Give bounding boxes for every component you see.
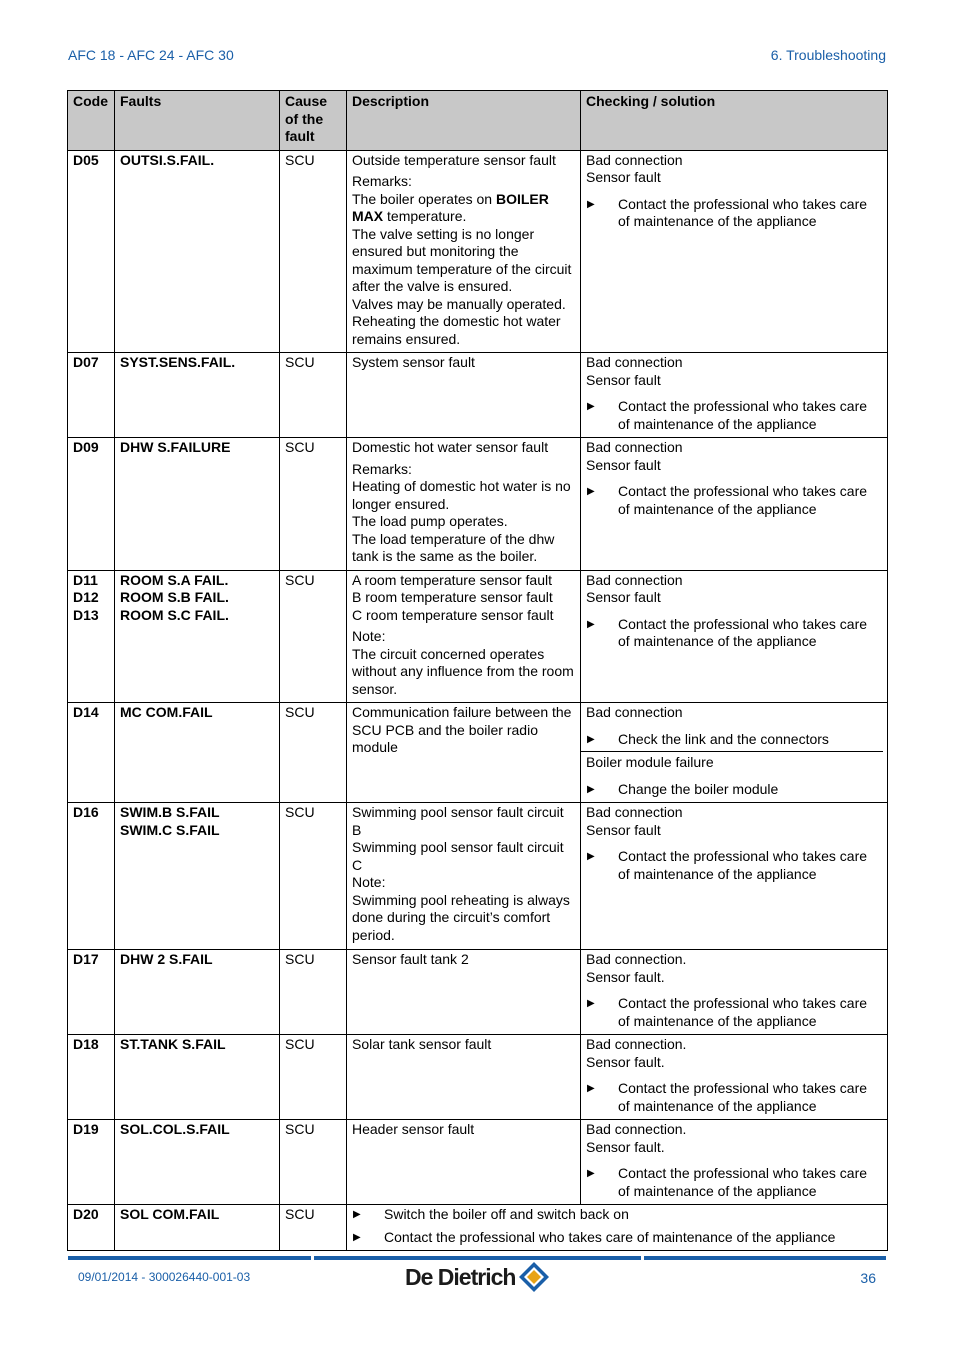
code-cell: [68, 1205, 115, 1251]
fault-code: D19: [73, 1121, 99, 1137]
solution-cell: [581, 803, 888, 950]
solution-bullet: ▶ Contact the professional who takes care of maintenance of the appliance: [587, 848, 868, 882]
fault-cell: [115, 150, 280, 353]
description-text: A room temperature sensor fault B room temperature sensor fault C room temperature sensor fault: [352, 571, 554, 623]
description-cell: System sensor fault: [347, 353, 581, 438]
fault-name: ST.TANK S.FAIL: [120, 1036, 226, 1052]
code-cell: [68, 950, 115, 1035]
code-cell: [68, 1120, 115, 1205]
remarks-label: Remarks:: [352, 173, 412, 189]
solution-bullet: ▶ Contact the professional who takes care of maintenance of the appliance: [587, 195, 868, 229]
fault-code: D20: [73, 1206, 99, 1222]
fault-code: D14: [73, 704, 99, 720]
document-reference: 09/01/2014 - 300026440-001-03: [78, 1270, 251, 1284]
solution-cause: Bad connection: [586, 151, 683, 168]
solution-bullet: ▶ Contact the professional who takes care of maintenance of the appliance: [587, 398, 868, 432]
description-cell: Sensor fault tank 2: [347, 950, 581, 1035]
solution-cell: [581, 570, 888, 703]
fault-name: SWIM.C S.FAIL: [120, 821, 220, 838]
solution-cause: Sensor fault.: [586, 1138, 665, 1155]
triangle-right-icon: ▶: [587, 1168, 595, 1179]
description-cell: [347, 150, 581, 353]
fault-cell: [115, 438, 280, 571]
description-text: The circuit concerned operates without any influence from the room sensor.: [352, 645, 574, 697]
fault-name: SOL.COL.S.FAIL: [120, 1121, 230, 1137]
solution-bullet: ▶ Contact the professional who takes care of maintenance of the appliance: [587, 995, 868, 1029]
solution-cell: [581, 353, 888, 438]
triangle-right-icon: ▶: [587, 733, 595, 745]
solution-cause: Sensor fault: [586, 169, 661, 185]
solution-bullet: ▶ Contact the professional who takes care of maintenance of the appliance: [587, 1080, 868, 1114]
solution-subsection: [581, 751, 883, 798]
column-header-solution: Checking / solution: [581, 91, 888, 151]
description-text: The valve setting is no longer ensured but monitoring the maximum temperature of the circuit after the valve is ensured. Valves may be manually operated. Reheating the domestic hot water remains ensured.: [352, 225, 572, 347]
table-row: [68, 1120, 888, 1205]
solution-span-cell: [347, 1205, 888, 1251]
code-cell: [68, 353, 115, 438]
fault-cell: [115, 703, 280, 803]
fault-code: D09: [73, 439, 99, 455]
cause-cell: SCU: [280, 703, 347, 803]
solution-cause: Bad connection: [586, 571, 683, 588]
solution-bullet: ▶ Contact the professional who takes care of maintenance of the appliance: [587, 615, 868, 649]
code-cell: [68, 438, 115, 571]
table-header-row: [68, 91, 888, 151]
chapter-header: 6. Troubleshooting: [770, 47, 886, 63]
solution-cause: Bad connection: [586, 439, 683, 455]
solution-bullet: ▶ Contact the professional who takes care of maintenance of the appliance: [587, 1165, 868, 1199]
solution-cause: Bad connection.: [586, 1036, 687, 1052]
solution-cell: [581, 1035, 888, 1120]
description-cell: Communication failure between the SCU PCB and the boiler radio module: [347, 703, 581, 803]
table-row: [68, 353, 888, 438]
fault-code: D13: [73, 606, 99, 623]
fault-code: D07: [73, 354, 99, 370]
cause-cell: SCU: [280, 438, 347, 571]
fault-name: SOL COM.FAIL: [120, 1206, 220, 1222]
fault-code: D17: [73, 951, 99, 967]
solution-cause: Sensor fault: [586, 821, 661, 838]
document-model-header: AFC 18 - AFC 24 - AFC 30: [68, 47, 234, 63]
cause-cell: SCU: [280, 353, 347, 438]
triangle-right-icon: ▶: [587, 486, 595, 497]
fault-name: MC COM.FAIL: [120, 704, 213, 720]
solution-bullet: ▶ Contact the professional who takes care of maintenance of the appliance: [353, 1228, 836, 1245]
column-header-faults: Faults: [115, 91, 280, 151]
triangle-right-icon: ▶: [587, 401, 595, 412]
cause-cell: SCU: [280, 1205, 347, 1251]
solution-cause: Boiler module failure: [586, 754, 714, 770]
cause-cell: SCU: [280, 1120, 347, 1205]
footer-rule-gap: [311, 1256, 314, 1260]
solution-cause: Sensor fault.: [586, 1053, 665, 1070]
description-cell: [347, 438, 581, 571]
code-cell: [68, 1035, 115, 1120]
remarks-label: Remarks:: [352, 460, 412, 477]
triangle-right-icon: ▶: [587, 1083, 595, 1094]
solution-bullet: ▶ Change the boiler module: [587, 780, 779, 797]
fault-name: SWIM.B S.FAIL: [120, 804, 220, 820]
brand-logo: [405, 1260, 551, 1294]
table-row: [68, 438, 888, 571]
table-row: [68, 803, 888, 950]
column-header-cause: Cause of the fault: [280, 91, 347, 151]
footer-rule-gap: [641, 1256, 644, 1260]
code-cell: [68, 703, 115, 803]
cause-cell: SCU: [280, 950, 347, 1035]
fault-name: DHW 2 S.FAIL: [120, 951, 213, 967]
fault-cell: [115, 1120, 280, 1205]
cause-cell: SCU: [280, 1035, 347, 1120]
solution-cell: [581, 703, 888, 803]
note-label: Note:: [352, 628, 386, 644]
fault-name: OUTSI.S.FAIL.: [120, 151, 215, 168]
table-row: [68, 570, 888, 703]
description-cell: Header sensor fault: [347, 1120, 581, 1205]
fault-cell: [115, 950, 280, 1035]
cause-cell: SCU: [280, 570, 347, 703]
solution-cause: Sensor fault: [586, 456, 661, 473]
table-row: [68, 1035, 888, 1120]
solution-cause: Sensor fault: [586, 371, 661, 388]
table-row: [68, 1205, 888, 1251]
description-text: Domestic hot water sensor fault: [352, 439, 549, 455]
solution-cause: Bad connection: [586, 354, 683, 370]
fault-cell: [115, 570, 280, 703]
triangle-right-icon: ▶: [587, 998, 595, 1009]
fault-cell: [115, 803, 280, 950]
code-cell: [68, 803, 115, 950]
description-cell: Swimming pool sensor fault circuit B Swimming pool sensor fault circuit C Note: Swimming pool reheating is always done during the circuit’s comfort period.: [347, 803, 581, 950]
fault-cell: [115, 1205, 280, 1251]
solution-cause: Bad connection.: [586, 1121, 687, 1137]
diamond-logo-icon: [517, 1260, 551, 1294]
cause-cell: SCU: [280, 803, 347, 950]
fault-cell: [115, 353, 280, 438]
description-text: Heating of domestic hot water is no longer ensured. The load pump operates. The load temperature of the dhw tank is the same as the boiler.: [352, 478, 571, 564]
code-cell: [68, 570, 115, 703]
boiler-max-text: The boiler operates on BOILER MAX temperature.: [352, 190, 549, 224]
fault-code: D11: [73, 571, 98, 588]
column-header-code: Code: [68, 91, 115, 151]
solution-cell: [581, 950, 888, 1035]
table-row: [68, 703, 888, 803]
column-header-description: Description: [347, 91, 581, 151]
fault-name: DHW S.FAILURE: [120, 439, 231, 455]
description-cell: [347, 570, 581, 703]
solution-cause: Sensor fault: [586, 589, 661, 605]
triangle-right-icon: ▶: [353, 1209, 361, 1220]
solution-cause: Bad connection: [586, 804, 683, 820]
fault-name: ROOM S.B FAIL.: [120, 589, 229, 605]
fault-code: D12: [73, 589, 99, 605]
solution-cause: Bad connection: [586, 704, 683, 720]
cause-cell: SCU: [280, 150, 347, 353]
solution-cause: Sensor fault.: [586, 968, 665, 985]
table-row: [68, 150, 888, 353]
table-row: [68, 950, 888, 1035]
fault-name: ROOM S.C FAIL.: [120, 606, 229, 623]
solution-bullet: ▶ Check the link and the connectors: [587, 730, 829, 747]
fault-cell: [115, 1035, 280, 1120]
solution-bullet: ▶ Switch the boiler off and switch back on: [353, 1206, 629, 1222]
description-text: Outside temperature sensor fault: [352, 151, 556, 168]
fault-name: SYST.SENS.FAIL.: [120, 354, 236, 370]
solution-cause: Bad connection.: [586, 951, 687, 967]
solution-cell: [581, 150, 888, 353]
fault-code: D16: [73, 804, 99, 820]
fault-code: D05: [73, 151, 99, 168]
code-cell: [68, 150, 115, 353]
triangle-right-icon: ▶: [353, 1231, 361, 1243]
solution-cell: [581, 1120, 888, 1205]
triangle-right-icon: ▶: [587, 851, 595, 862]
fault-code: D18: [73, 1036, 99, 1052]
fault-name: ROOM S.A FAIL.: [120, 571, 229, 588]
triangle-right-icon: ▶: [587, 618, 595, 630]
brand-name: De Dietrich: [405, 1263, 516, 1290]
triangle-right-icon: ▶: [587, 783, 595, 795]
page-number: 36: [860, 1270, 876, 1286]
description-cell: Solar tank sensor fault: [347, 1035, 581, 1120]
fault-codes-table: [67, 90, 888, 1251]
triangle-right-icon: ▶: [587, 198, 595, 210]
solution-cell: [581, 438, 888, 571]
solution-bullet: ▶ Contact the professional who takes care of maintenance of the appliance: [587, 483, 868, 517]
